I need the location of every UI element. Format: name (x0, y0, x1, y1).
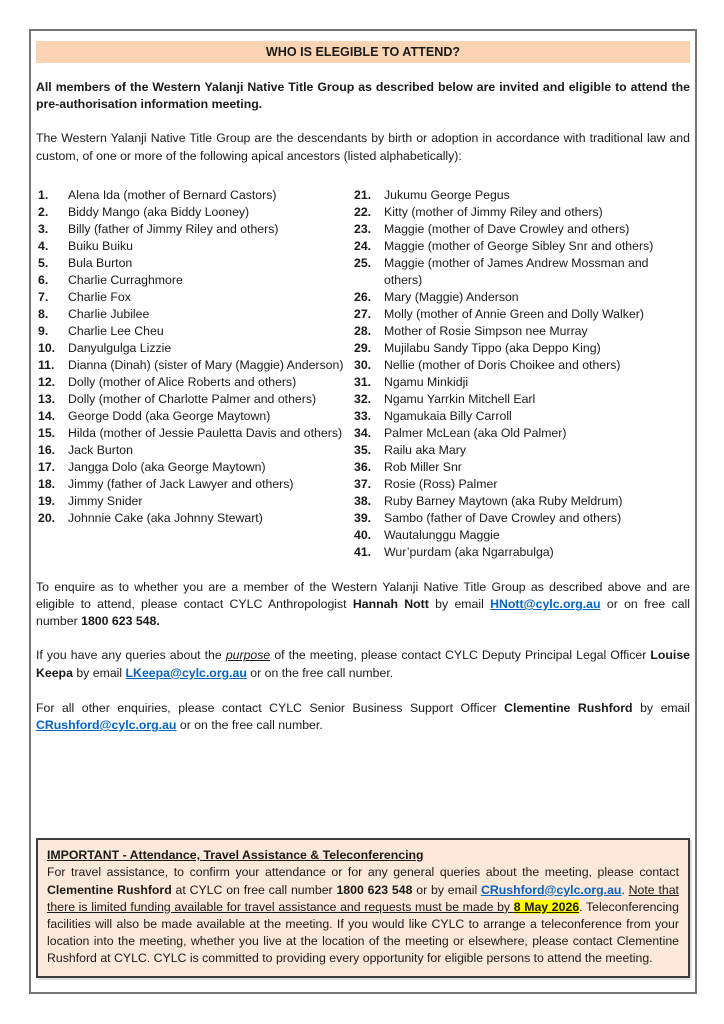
ancestor-item (354, 527, 684, 544)
ancestor-name: Rob Miller Snr (384, 459, 462, 474)
text-run: or on free call number (36, 597, 691, 629)
text-run: For travel assistance, to confirm your attendance or for any general queries about the meeting, please contact (47, 865, 679, 880)
ancestor-item (354, 289, 684, 306)
ancestor-name: Charlie Lee Cheu (68, 323, 164, 338)
ancestor-name: Maggie (mother of James Andrew Mossman and others) (384, 255, 649, 287)
ancestor-number: 23. (354, 221, 372, 236)
ancestor-number: 24. (354, 238, 372, 253)
email-link[interactable]: LKeepa@cylc.org.au (125, 665, 247, 680)
ancestor-item (354, 340, 684, 357)
ancestor-name: Maggie (mother of George Sibley Snr and others) (384, 238, 654, 253)
ancestor-name: Dianna (Dinah) (sister of Mary (Maggie) Anderson) (68, 357, 344, 372)
ancestor-number: 11. (38, 357, 55, 372)
ancestor-name: Billy (father of Jimmy Riley and others) (68, 221, 279, 236)
text-run: Hannah Nott (352, 597, 429, 612)
ancestor-number: 5. (38, 255, 49, 270)
enquire-paragraph (36, 579, 690, 631)
ancestor-number: 7. (38, 289, 49, 304)
important-box-heading: IMPORTANT - Attendance, Travel Assistance & Teleconferencing (47, 848, 424, 863)
ancestor-number: 18. (38, 476, 56, 491)
ancestor-item (354, 374, 684, 391)
ancestor-number: 34. (354, 425, 372, 440)
ancestor-list-right-column (354, 187, 690, 561)
ancestor-number: 33. (354, 408, 372, 423)
ancestor-item (38, 391, 354, 408)
ancestor-item (38, 340, 354, 357)
ancestor-item (354, 187, 684, 204)
ancestor-item (354, 238, 684, 255)
text-run: of the meeting, please contact CYLC Deputy Principal Legal Officer (270, 648, 651, 663)
ancestor-item (354, 255, 684, 289)
ancestor-name: Molly (mother of Annie Green and Dolly Walker) (384, 306, 644, 321)
ancestor-name: Mother of Rosie Simpson nee Murray (384, 323, 588, 338)
text-run: at CYLC on free call number (171, 882, 337, 897)
ancestor-number: 39. (354, 510, 372, 525)
ancestor-name: Mary (Maggie) Anderson (384, 289, 519, 304)
ancestor-name: Jangga Dolo (aka George Maytown) (68, 459, 266, 474)
ancestor-item (38, 306, 354, 323)
intro-bold-paragraph: All members of the Western Yalanji Native Title Group as described below are invited and eligible to attend the pre-authorisation information meeting. (36, 80, 690, 112)
ancestor-number: 22. (354, 204, 372, 219)
ancestor-name: Danyulgulga Lizzie (68, 340, 172, 355)
email-link[interactable]: CRushford@cylc.org.au (36, 718, 177, 733)
text-run: or on the free call number. (246, 665, 394, 680)
ancestor-name: Palmer McLean (aka Old Palmer) (384, 425, 567, 440)
ancestor-name: Mujilabu Sandy Tippo (aka Deppo King) (384, 340, 601, 355)
ancestor-number: 17. (38, 459, 56, 474)
ancestor-number: 15. (38, 425, 56, 440)
ancestor-number: 38. (354, 493, 372, 508)
text-run: by email (632, 700, 690, 715)
ancestor-number: 1. (38, 187, 49, 202)
text-run: 1800 623 548. (81, 614, 160, 629)
text-run: . Teleconferencing facilities will also be made available at the meeting. If you would like CYLC to arrange a teleconference from your location into the meeting, whether you live at the location of the meeting or elsewhere, please contact Clementine Rushford at CYLC. CYLC is committed to providing every opportunity for eligible persons to attend the meeting. (47, 899, 679, 966)
ancestor-number: 14. (38, 408, 56, 423)
ancestor-number: 10. (38, 340, 56, 355)
text-run: Note that there is limited funding available for travel assistance and requests must be made by (47, 882, 679, 914)
ancestor-number: 2. (38, 204, 49, 219)
ancestor-number: 30. (354, 357, 372, 372)
ancestor-item (38, 493, 354, 510)
ancestor-item (354, 323, 684, 340)
ancestor-name: Charlie Curraghmore (68, 272, 183, 287)
ancestor-name: Buiku Buiku (68, 238, 133, 253)
ancestor-list (38, 187, 690, 561)
ancestor-item (38, 408, 354, 425)
ancestor-name: Nellie (mother of Doris Choikee and others) (384, 357, 621, 372)
purpose-paragraph (36, 647, 690, 681)
ancestor-number: 13. (38, 391, 56, 406)
ancestor-item (354, 510, 684, 527)
header-band (36, 41, 690, 63)
ancestor-item (38, 204, 354, 221)
ancestor-name: Ruby Barney Maytown (aka Ruby Meldrum) (384, 493, 623, 508)
ancestor-number: 35. (354, 442, 372, 457)
ancestor-name: Maggie (mother of Dave Crowley and others) (384, 221, 630, 236)
ancestor-name: Wautalunggu Maggie (384, 527, 500, 542)
ancestor-item (354, 221, 684, 238)
ancestor-name: Biddy Mango (aka Biddy Looney) (68, 204, 250, 219)
email-link[interactable]: HNott@cylc.org.au (490, 597, 601, 612)
ancestor-item (354, 306, 684, 323)
ancestor-name: Jimmy (father of Jack Lawyer and others) (68, 476, 294, 491)
ancestor-name: Bula Burton (68, 255, 133, 270)
important-box-body (47, 864, 679, 967)
text-run: or by email (412, 882, 481, 897)
ancestor-name: Dolly (mother of Charlotte Palmer and others) (68, 391, 317, 406)
text-run: by email (72, 665, 126, 680)
text-run: Louise Keepa (36, 648, 691, 680)
ancestor-number: 8. (38, 306, 49, 321)
ancestor-number: 31. (354, 374, 372, 389)
ancestor-name: Sambo (father of Dave Crowley and others) (384, 510, 622, 525)
ancestor-number: 20. (38, 510, 56, 525)
intro-description-paragraph: The Western Yalanji Native Title Group are the descendants by birth or adoption in accordance with traditional law and custom, of one or more of the following apical ancestors (listed alphabetically): (36, 131, 690, 163)
ancestor-number: 4. (38, 238, 49, 253)
ancestor-number: 40. (354, 527, 372, 542)
ancestor-number: 41. (354, 544, 372, 559)
ancestor-number: 32. (354, 391, 372, 406)
ancestor-name: Jimmy Snider (68, 493, 143, 508)
important-box (36, 838, 690, 978)
ancestor-name: Jack Burton (68, 442, 133, 457)
ancestor-number: 25. (354, 255, 372, 270)
ancestor-item (354, 442, 684, 459)
page-title: WHO IS ELEGIBLE TO ATTEND? (265, 45, 461, 59)
ancestor-item (38, 374, 354, 391)
ancestor-item (38, 323, 354, 340)
ancestor-number: 37. (354, 476, 372, 491)
ancestor-item (354, 544, 684, 561)
ancestor-item (38, 459, 354, 476)
ancestor-item (354, 459, 684, 476)
ancestor-number: 26. (354, 289, 372, 304)
ancestor-name: Ngamu Minkidji (384, 374, 469, 389)
ancestor-name: Kitty (mother of Jimmy Riley and others) (384, 204, 603, 219)
ancestor-number: 27. (354, 306, 372, 321)
ancestor-item (38, 221, 354, 238)
ancestor-item (38, 238, 354, 255)
ancestor-number: 9. (38, 323, 49, 338)
ancestor-item (354, 476, 684, 493)
ancestor-name: Ngamukaia Billy Carroll (384, 408, 512, 423)
ancestor-item (354, 357, 684, 374)
other-enquiries-paragraph (36, 700, 690, 734)
ancestor-item (354, 391, 684, 408)
ancestor-item (38, 442, 354, 459)
ancestor-name: Dolly (mother of Alice Roberts and others) (68, 374, 297, 389)
ancestor-number: 12. (38, 374, 56, 389)
text-run: Clementine Rushford (504, 700, 633, 715)
email-link[interactable]: CRushford@cylc.org.au (480, 882, 622, 897)
text-run: or on the free call number. (176, 718, 323, 733)
ancestor-item (38, 510, 354, 527)
ancestor-item (38, 476, 354, 493)
text-run: 8 May 2026 (513, 899, 580, 914)
ancestor-item (354, 204, 684, 221)
ancestor-number: 36. (354, 459, 372, 474)
text-run: purpose (225, 648, 271, 663)
text-run: by email (428, 597, 491, 612)
ancestor-name: Johnnie Cake (aka Johnny Stewart) (68, 510, 263, 525)
ancestor-name: Railu aka Mary (384, 442, 467, 457)
ancestor-item (354, 425, 684, 442)
text-run: Clementine Rushford (47, 882, 172, 897)
ancestor-name: Charlie Jubilee (68, 306, 150, 321)
ancestor-item (354, 493, 684, 510)
ancestor-item (38, 289, 354, 306)
ancestor-number: 16. (38, 442, 56, 457)
ancestor-item (354, 408, 684, 425)
ancestor-name: Ngamu Yarrkin Mitchell Earl (384, 391, 536, 406)
ancestor-list-left-column (38, 187, 354, 561)
text-run: If you have any queries about the (36, 648, 226, 663)
ancestor-name: Jukumu George Pegus (384, 187, 510, 202)
ancestor-number: 29. (354, 340, 372, 355)
ancestor-name: Charlie Fox (68, 289, 131, 304)
ancestor-item (38, 187, 354, 204)
ancestor-number: 19. (38, 493, 56, 508)
ancestor-number: 21. (354, 187, 372, 202)
text-run: For all other enquiries, please contact CYLC Senior Business Support Officer (36, 700, 505, 715)
ancestor-item (38, 272, 354, 289)
ancestor-name: Hilda (mother of Jessie Pauletta Davis and others) (68, 425, 343, 440)
page-border-frame (29, 29, 697, 994)
ancestor-name: Wur’purdam (aka Ngarrabulga) (384, 544, 554, 559)
text-run: . (621, 882, 629, 897)
ancestor-item (38, 357, 354, 374)
ancestor-number: 6. (38, 272, 49, 287)
ancestor-item (38, 425, 354, 442)
text-run: 1800 623 548 (336, 882, 413, 897)
ancestor-name: Rosie (Ross) Palmer (384, 476, 498, 491)
text-run: To enquire as to whether you are a member of the Western Yalanji Native Title Group as described above and are eligible to attend, please contact CYLC Anthropologist (36, 579, 690, 612)
ancestor-name: George Dodd (aka George Maytown) (68, 408, 271, 423)
ancestor-name: Alena Ida (mother of Bernard Castors) (68, 187, 277, 202)
ancestor-item (38, 255, 354, 272)
ancestor-number: 3. (38, 221, 49, 236)
ancestor-number: 28. (354, 323, 372, 338)
